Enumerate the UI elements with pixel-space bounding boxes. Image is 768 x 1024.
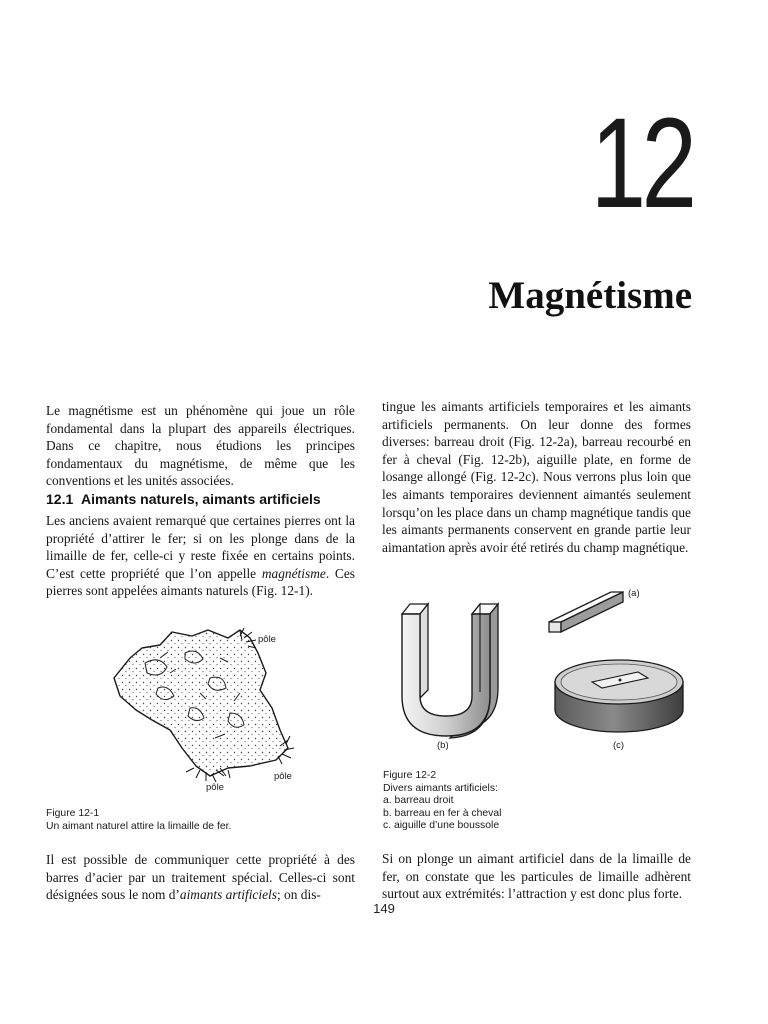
- figure-12-2-caption-title: Figure 12-2: [383, 770, 437, 781]
- section-block: [46, 512, 355, 600]
- section-heading: [46, 490, 321, 508]
- pole-label-top: pôle: [258, 634, 276, 645]
- chapter-title: Magnétisme: [488, 274, 692, 317]
- section-paragraph-2: [46, 851, 355, 904]
- page-number: 149: [373, 901, 395, 916]
- magnetisme-term: magnétisme: [261, 565, 326, 581]
- intro-block: [46, 402, 355, 490]
- figure-12-2-caption-line: a. barreau droit: [383, 795, 454, 807]
- right-column-block: [382, 398, 691, 556]
- figure-12-2-label-c: (c): [613, 740, 625, 751]
- section-title: Aimants naturels, aimants artificiels: [81, 491, 321, 507]
- section-number: 12.1: [46, 491, 74, 507]
- figure-12-1-caption-title: Figure 12-1: [46, 808, 100, 819]
- section-paragraph-2-text-b: ; on dis-: [276, 887, 321, 903]
- right-paragraph-1: tingue les aimants artificiels temporaires et les aimants artificiels permanents. On leur donne des formes diverses: barreau droit (Fig. 12-2a), barreau recourbé en fer à cheval (Fig. 12-2b), aiguille plate, en forme de losange allongé (Fig. 12-2c). Nous verrons plus loin que les aimants temporaires deviennent aimantés seulement lorsqu’on les place dans un champ magnétique tandis que les aimants permanents conservent en grande partie leur aimantation après avoir été retirés du champ magnétique.: [382, 399, 691, 555]
- compass-illustration: [552, 652, 686, 736]
- figure-12-2-caption-line: b. barreau en fer à cheval: [383, 807, 502, 819]
- chapter-number: 12: [590, 92, 692, 235]
- figure-12-2-label-b: (b): [437, 740, 449, 751]
- figure-12-2-label-a: (a): [628, 588, 640, 599]
- section-paragraph-1-text-b: . Ces pierres sont appelées aimants naturels (Fig. 12-1).: [46, 565, 355, 599]
- section-paragraph-1: [46, 512, 355, 600]
- section-block-2: [46, 851, 355, 904]
- horseshoe-magnet-illustration: [398, 600, 508, 740]
- figure-12-2-caption: [383, 770, 501, 833]
- pole-label-right: pôle: [274, 771, 292, 782]
- right-paragraph-2: Si on plonge un aimant artificiel dans de la limaille de fer, on constate que les particules de limaille adhèrent surtout aux extrémités: l’attraction y est donc plus forte.: [382, 851, 691, 902]
- bar-magnet-illustration: [547, 590, 627, 638]
- section-paragraph-1-text-a: Les anciens avaient remarqué que certaines pierres ont la propriété d’attirer le fer; si on les plonge dans de la limaille de fer, celle-ci y reste fixée en certains points. C’est cette propriété que l’on appelle: [46, 513, 355, 581]
- pole-label-bottom: pôle: [206, 782, 224, 793]
- right-column-block-2: [382, 850, 691, 903]
- figure-12-2-caption-line: Divers aimants artificiels:: [383, 782, 498, 794]
- figure-12-1-caption-text: Un aimant naturel attire la limaille de fer.: [46, 820, 232, 832]
- figure-12-1-caption: [46, 808, 231, 833]
- lodestone-illustration: [100, 618, 330, 788]
- section-paragraph-2-text-a: Il est possible de communiquer cette propriété à des barres d’acier par un traitement spécial. Celles-ci sont désignées sous le nom d’: [46, 852, 355, 903]
- aimants-artificiels-term: aimants artificiels: [179, 887, 277, 903]
- figure-12-2-caption-line: c. aiguille d’une boussole: [383, 820, 500, 832]
- intro-paragraph: Le magnétisme est un phénomène qui joue un rôle fondamental dans la plupart des appareils électriques. Dans ce chapitre, nous étudions les principes fondamentaux du magnétisme, de même que les conventions et les unités associées.: [46, 403, 355, 489]
